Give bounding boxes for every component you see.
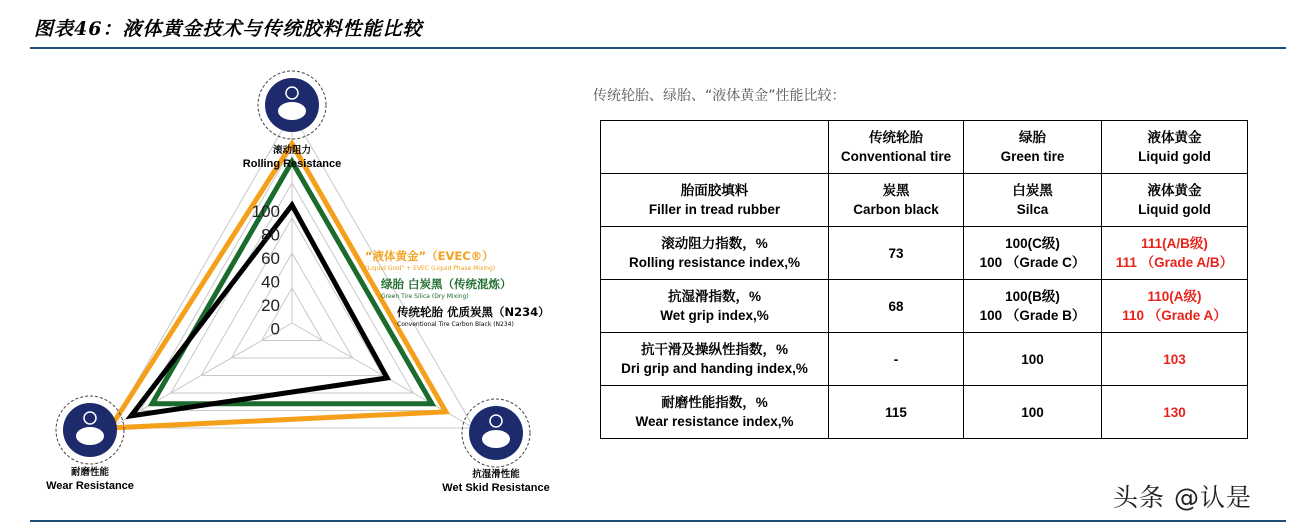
legend-label-2: 传统轮胎 优质炭黑（N234） [397,305,550,319]
cell-text-en: 100 （Grade B） [979,308,1086,323]
cell-text-cn: - [893,351,899,367]
cell-text-cn: 130 [1163,404,1186,420]
comparison-table [600,120,1248,439]
table-cell [964,227,1102,280]
cell-text-en: Silca [1016,202,1049,217]
legend-sub-1: Green Tire Silica (Dry Mixing) [381,293,469,300]
axis-icon-glyph [482,430,510,448]
cell-text-en: Dri grip and handing index,% [621,361,808,376]
table-row [601,386,1248,439]
header-cell [829,121,964,174]
cell-text-en: Wear resistance index,% [635,414,794,429]
cell-text-cn: 115 [885,404,907,420]
cell-text-cn: 耐磨性能指数，% [661,395,768,410]
table-cell [964,280,1102,333]
cell-text-cn: 103 [1163,351,1186,367]
tick-label: 0 [270,319,280,339]
tick-label: 20 [261,296,280,315]
tick-label: 80 [261,225,280,245]
table-heading: 传统轮胎、绿胎、“液体黄金”性能比较： [593,88,846,104]
cell-text-cn: 68 [888,298,904,314]
table-cell [964,386,1102,439]
cell-text-en: Rolling resistance index,% [628,255,801,270]
legend-label-1: 绿胎 白炭黑（传统混炼） [381,277,512,291]
legend-sub-2: Conventional Tire Carbon Black (N234) [397,321,514,328]
cell-text-cn: 73 [888,245,904,261]
comparison-table-body [601,121,1248,439]
cell-text-cn: 滚动阻力指数，% [661,236,768,251]
header-cell [601,121,829,174]
watermark: 头条 @认是 [1113,483,1252,512]
header-cell [1102,121,1248,174]
cell-text-cn: 液体黄金 [1147,183,1202,198]
cell-text-en: Filler in tread rubber [648,202,781,217]
cell-text-cn: 100(B级) [1005,289,1060,304]
table-row [601,227,1248,280]
cell-text-cn: 抗湿滑指数，% [667,289,761,304]
cell-text-cn: 白炭黑 [1012,183,1053,198]
table-cell [601,333,829,386]
cell-text-en: Wet grip index,% [660,308,769,323]
cell-text-en: Carbon black [853,202,939,217]
cell-text-en: Green tire [1000,149,1065,164]
tick-label: 60 [261,249,280,268]
table-cell [829,174,964,227]
table-cell [829,227,964,280]
table-row [601,280,1248,333]
table-cell [601,174,829,227]
figure-title: 图表46：液体黄金技术与传统胶料性能比较 [34,18,423,40]
table-cell [964,174,1102,227]
radar-chart [30,55,550,515]
table-cell [601,386,829,439]
legend-sub-0: "Liquid Gold" + EVEC (Liquid Phase Mixing) [365,265,496,272]
table-cell [1102,280,1248,333]
axis-label-cn: 抗湿滑性能 [472,469,520,480]
cell-text-en: 111 （Grade A/B） [1115,255,1234,270]
header-cell [964,121,1102,174]
table-cell [1102,227,1248,280]
axis-label-cn: 滚动阻力 [272,145,312,156]
table-cell [601,280,829,333]
table-cell [1102,333,1248,386]
axis-icon-glyph [76,427,104,445]
cell-text-en: Liquid gold [1138,149,1211,164]
cell-text-cn: 炭黑 [882,183,910,198]
cell-text-cn: 绿胎 [1019,130,1046,145]
table-row [601,333,1248,386]
cell-text-cn: 111(A/B级) [1141,236,1208,251]
cell-text-cn: 100(C级) [1005,236,1060,251]
axis-label-en: Wear Resistance [46,480,134,492]
table-cell [1102,174,1248,227]
table-row [601,174,1248,227]
table-cell [829,280,964,333]
cell-text-en: Conventional tire [840,149,952,164]
cell-text-cn: 抗干滑及操纵性指数，% [640,342,788,357]
legend-label-0: “液体黄金”（EVEC®） [365,249,494,263]
cell-text-cn: 100 [1021,404,1044,420]
table-cell [829,333,964,386]
bottom-divider [30,520,1286,522]
cell-text-en: 100 （Grade C） [979,255,1086,270]
axis-icon-glyph [278,102,306,120]
axis-label-cn: 耐磨性能 [70,467,110,478]
cell-text-cn: 110(A级) [1147,289,1202,304]
table-header-row [601,121,1248,174]
axis-label-en: Rolling Resistance [242,158,342,170]
tick-label: 40 [261,272,280,292]
cell-text-cn: 100 [1021,351,1044,367]
cell-text-cn: 传统轮胎 [869,130,923,145]
table-cell [964,333,1102,386]
top-divider [30,47,1286,49]
tick-label: 100 [251,202,280,221]
table-cell [601,227,829,280]
cell-text-en: Liquid gold [1138,202,1211,217]
table-cell [1102,386,1248,439]
cell-text-cn: 胎面胶填料 [680,183,749,198]
cell-text-en: 110 （Grade A） [1122,308,1227,323]
table-cell [829,386,964,439]
axis-label-en: Wet Skid Resistance [442,482,550,494]
cell-text-cn: 液体黄金 [1147,130,1202,145]
